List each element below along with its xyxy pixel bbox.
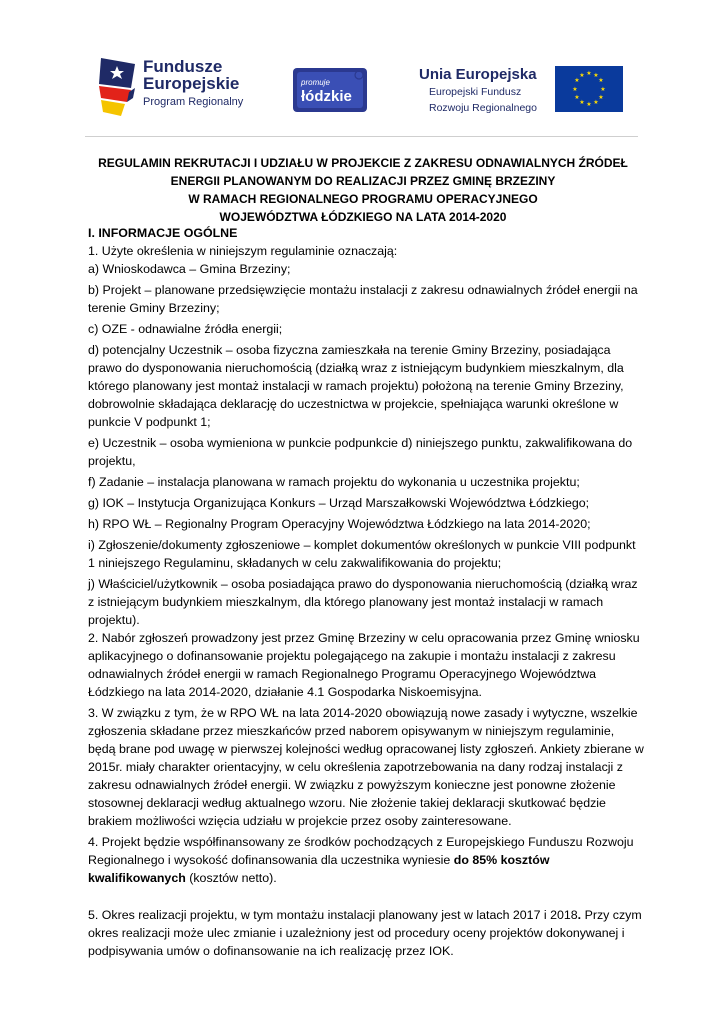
heading-line-3: W RAMACH REGIONALNEGO PROGRAMU OPERACYJNEGO	[188, 192, 538, 206]
section-title: I. INFORMACJE OGÓLNE	[88, 226, 238, 240]
definition-a: a) Wnioskodawca – Gmina Brzeziny;	[88, 262, 291, 276]
document-body	[88, 224, 644, 963]
lodzkie-top-text: promuje	[301, 78, 330, 87]
fundusze-europejskie-logo	[99, 56, 259, 118]
paragraph-4-end: (kosztów netto).	[185, 871, 277, 885]
definition-i: i) Zgłoszenie/dokumenty zgłoszeniowe – komplet dokumentów określonych w punkcie VIII podpunkt 1 niniejszego Regulaminu, składanych w celu zakwalifikowania do projektu;	[88, 538, 636, 570]
fe-subtitle: Program Regionalny	[143, 96, 244, 108]
ue-title: Unia Europejska	[419, 66, 537, 83]
heading-line-1: REGULAMIN REKRUTACJI I UDZIAŁU W PROJEKCIE Z ZAKRESU ODNAWIALNYCH ŹRÓDEŁ	[98, 156, 628, 170]
svg-text:★: ★	[598, 77, 604, 84]
definition-c: c) OZE - odnawialne źródła energii;	[88, 322, 283, 336]
svg-text:★: ★	[586, 70, 592, 77]
lodzkie-logo-icon	[293, 68, 367, 112]
svg-text:★: ★	[574, 77, 580, 84]
definition-h: h) RPO WŁ – Regionalny Program Operacyjny Województwa Łódzkiego na lata 2014-2020;	[88, 517, 591, 531]
svg-text:★: ★	[600, 86, 606, 93]
eu-flag-logo-icon	[555, 66, 623, 112]
paragraph-5	[88, 906, 644, 960]
logo-bar	[85, 52, 638, 137]
heading-line-2: ENERGII PLANOWANYM DO REALIZACJI PRZEZ GMINĘ BRZEZINY	[170, 174, 556, 188]
svg-text:★: ★	[593, 72, 599, 79]
svg-text:★: ★	[598, 94, 604, 101]
fe-flag-logo-icon	[99, 58, 137, 116]
definition-b: b) Projekt – planowane przedsięwzięcie montażu instalacji z zakresu odnawialnych źródeł energii na terenie Gminy Brzeziny;	[88, 283, 638, 315]
definition-d: d) potencjalny Uczestnik – osoba fizyczna zamieszkała na terenie Gminy Brzeziny, posiadająca prawo do dysponowania nieruchomością (działką wraz z istniejącym budynkiem mieszkalnym, dla którego planowany jest montaż instalacji w ramach projektu) położoną na terenie Gminy Brzeziny, dobrowolnie składająca deklarację do uczestnictwa w projekcie, spełniająca warunki określone w punkcie V podpunkt 1;	[88, 343, 624, 429]
ue-subtitle-2: Rozwoju Regionalnego	[429, 102, 537, 114]
definition-f: f) Zadanie – instalacja planowana w ramach projektu do wykonania u uczestnika projektu;	[88, 475, 580, 489]
definition-e: e) Uczestnik – osoba wymieniona w punkcie podpunkcie d) niniejszego punktu, zakwalifikowana do projektu,	[88, 436, 633, 468]
paragraph-5-bold: .	[577, 908, 582, 922]
svg-text:★: ★	[574, 94, 580, 101]
heading-line-4: WOJEWÓDZTWA ŁÓDZKIEGO NA LATA 2014-2020	[219, 210, 507, 224]
definition-g: g) IOK – Instytucja Organizująca Konkurs – Urząd Marszałkowski Województwa Łódzkiego;	[88, 496, 590, 510]
paragraph-2: 2. Nabór zgłoszeń prowadzony jest przez Gminę Brzeziny w celu opracowania przez Gminę wniosku aplikacyjnego o dofinansowanie projektu polegającego na zakupie i montażu instalacji z zakresu odnawialnych źródeł energii w ramach Regionalnego Programu Operacyjnego Województwa Łódzkiego na lata 2014-2020, działanie 4.1 Gospodarka Niskoemisyjna.	[88, 631, 640, 699]
spacer	[88, 890, 644, 906]
svg-text:★: ★	[586, 101, 592, 108]
lodzkie-main-text: łódzkie	[301, 88, 352, 105]
paragraph-4	[88, 833, 644, 887]
ue-subtitle-1: Europejski Fundusz	[429, 86, 522, 98]
document-heading	[88, 154, 638, 226]
paragraph-4-bold: do 85% kosztów kwalifikowanych	[88, 853, 550, 885]
paragraph-1: 1. Użyte określenia w niniejszym regulaminie oznaczają:	[88, 244, 398, 258]
paragraph-5-text: 5. Okres realizacji projektu, w tym montażu instalacji planowany jest w latach 2017 i 2018	[88, 908, 578, 922]
paragraph-3: 3. W związku z tym, że w RPO WŁ na lata 2014-2020 obowiązują nowe zasady i wytyczne, wszelkie zgłoszenia składane przez mieszkańców przed naborem opisywanym w niniejszym regulaminie, będą brane pod uwagę w pierwszej kolejności według opracowanej listy zgłoszeń. Ankiety zbierane w 2015r. miały charakter orientacyjny, w celu określenia zapotrzebowania na dany rodzaj instalacji z zakresu odnawialnych źródeł energii. W związku z powyższym konieczne jest ponowne złożenie stosownej deklaracji według aktualnego wzoru. Nie złożenie takiej deklaracji skutkować będzie brakiem możliwości wzięcia udziału w projekcie przez osoby zainteresowane.	[88, 706, 644, 828]
paragraph-4-text: 4. Projekt będzie współfinansowany ze środków pochodzących z Europejskiego Funduszu Rozwoju Regionalnego i wysokość dofinansowania dla uczestnika wyniesie	[88, 835, 634, 867]
fe-title: Fundusze Europejskie	[143, 57, 240, 93]
definition-j: j) Właściciel/użytkownik – osoba posiadająca prawo do dysponowania nieruchomością (działką wraz z istniejącym budynkiem mieszkalnym, dla którego planowany jest montaż instalacji w ramach projektu).	[88, 577, 638, 627]
svg-text:★: ★	[593, 99, 599, 106]
svg-text:★: ★	[579, 72, 585, 79]
svg-text:★: ★	[579, 99, 585, 106]
svg-text:★: ★	[572, 86, 578, 93]
paragraph-5-end: Przy czym okres realizacji może ulec zmianie i uzależniony jest od procedury oceny projektów dokonywanej i podpisywania umów o dofinansowanie na ich realizację przez IOK.	[88, 908, 642, 958]
